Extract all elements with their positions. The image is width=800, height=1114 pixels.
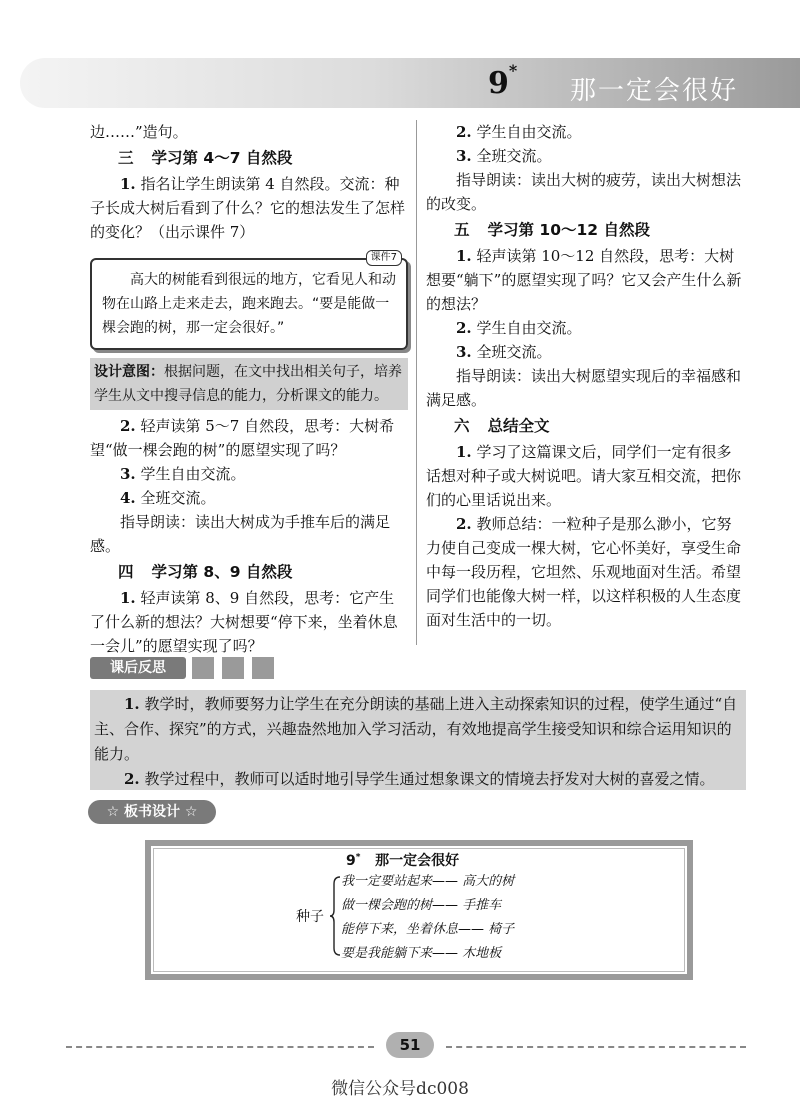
paragraph: 3. 学生自由交流。 (120, 465, 246, 483)
continuation-text: 边……”造句。 (90, 123, 188, 141)
reflection-paragraph: 2. 教学过程中，教师可以适时地引导学生通过想象课文的情境去抒发对大树的喜爱之情。 (124, 770, 715, 788)
watermark-text: 微信公众号dc008 (331, 1079, 469, 1099)
paragraph: 3. 全班交流。 (456, 147, 552, 165)
left-column (90, 120, 408, 658)
lesson-title: 那一定会很好 (570, 76, 739, 106)
footer-dashed-line (446, 1046, 746, 1048)
brace-icon (329, 876, 341, 956)
board-line: 能停下来，坐着休息—— 椅子 (341, 922, 515, 937)
column-divider (416, 120, 417, 645)
courseware-text: 高大的树能看到很远的地方，它看见人和动物在山路上走来走去，跑来跑去。“要是能做一棵会跑的树，那一定会很好。” (102, 272, 396, 336)
board-line: 做一棵会跑的树—— 手推车 (341, 898, 502, 913)
reflection-label: 课后反思 (90, 657, 186, 679)
paragraph: 4. 全班交流。 (120, 489, 216, 507)
section-heading-4: 四 学习第 8、9 自然段 (118, 563, 293, 581)
paragraph: 2. 轻声读第 5～7 自然段，思考：大树希望“做一棵会跑的树”的愿望实现了吗？ (90, 417, 395, 459)
reading-guide: 指导朗读：读出大树成为手推车后的满足感。 (90, 513, 391, 555)
reading-guide: 指导朗读：读出大树的疲劳，读出大树想法的改变。 (426, 171, 742, 213)
board-title: 9* 那一定会很好 (346, 852, 460, 869)
board-subject: 种子 (296, 909, 324, 925)
paragraph: 1. 学习了这篇课文后，同学们一定有很多话想对种子或大树说吧。请大家互相交流，把你们的心里话说出来。 (426, 443, 742, 509)
section-heading-3: 三 学习第 4～7 自然段 (118, 149, 293, 167)
lesson-number: 9* (488, 61, 518, 101)
paragraph: 1. 轻声读第 10～12 自然段，思考：大树想要“躺下”的愿望实现了吗？它又会产生什么新的想法？ (426, 247, 742, 313)
paragraph: 3. 全班交流。 (456, 343, 552, 361)
board-line: 要是我能躺下来—— 木地板 (341, 946, 502, 961)
paragraph: 2. 学生自由交流。 (456, 123, 582, 141)
board-design-label: ☆ 板书设计 ☆ (88, 800, 216, 824)
right-column (426, 120, 746, 632)
design-intent: 设计意图：根据问题，在文中找出相关句子，培养学生从文中搜寻信息的能力，分析课文的能力。 (90, 358, 408, 410)
courseware-tag: 课件7 (366, 250, 402, 266)
courseware-box (90, 252, 408, 350)
paragraph: 2. 教师总结：一粒种子是那么渺小，它努力使自己变成一棵大树，它心怀美好，享受生命中每一段历程，它坦然、乐观地面对生活。希望同学们也能像大树一样，以这样积极的人生态度面对生活中的一切。 (426, 515, 742, 629)
section-heading-6: 六 总结全文 (454, 417, 550, 435)
section-heading-5: 五 学习第 10～12 自然段 (454, 221, 650, 239)
footer-dashed-line (66, 1046, 374, 1048)
board-line: 我一定要站起来—— 高大的树 (341, 874, 515, 889)
reflection-paragraph: 1. 教学时，教师要努力让学生在充分朗读的基础上进入主动探索知识的过程，使学生通过“自主、合作、探究”的方式，兴趣盎然地加入学习活动，有效地提高学生接受知识和综合运用知识的能力。 (94, 695, 738, 763)
blackboard-design (145, 840, 693, 980)
decor-square (252, 657, 274, 679)
page-number: 51 (386, 1032, 434, 1058)
decor-square (222, 657, 244, 679)
paragraph: 1. 轻声读第 8、9 自然段，思考：它产生了什么新的想法？大树想要“停下来，坐着休息一会儿”的愿望实现了吗？ (90, 589, 398, 655)
decor-square (192, 657, 214, 679)
reading-guide: 指导朗读：读出大树愿望实现后的幸福感和满足感。 (426, 367, 742, 409)
paragraph: 2. 学生自由交流。 (456, 319, 582, 337)
paragraph: 1. 指名让学生朗读第 4 自然段。交流：种子长成大树后看到了什么？它的想法发生了怎样的变化？（出示课件 7） (90, 175, 406, 241)
reflection-box (90, 690, 746, 790)
